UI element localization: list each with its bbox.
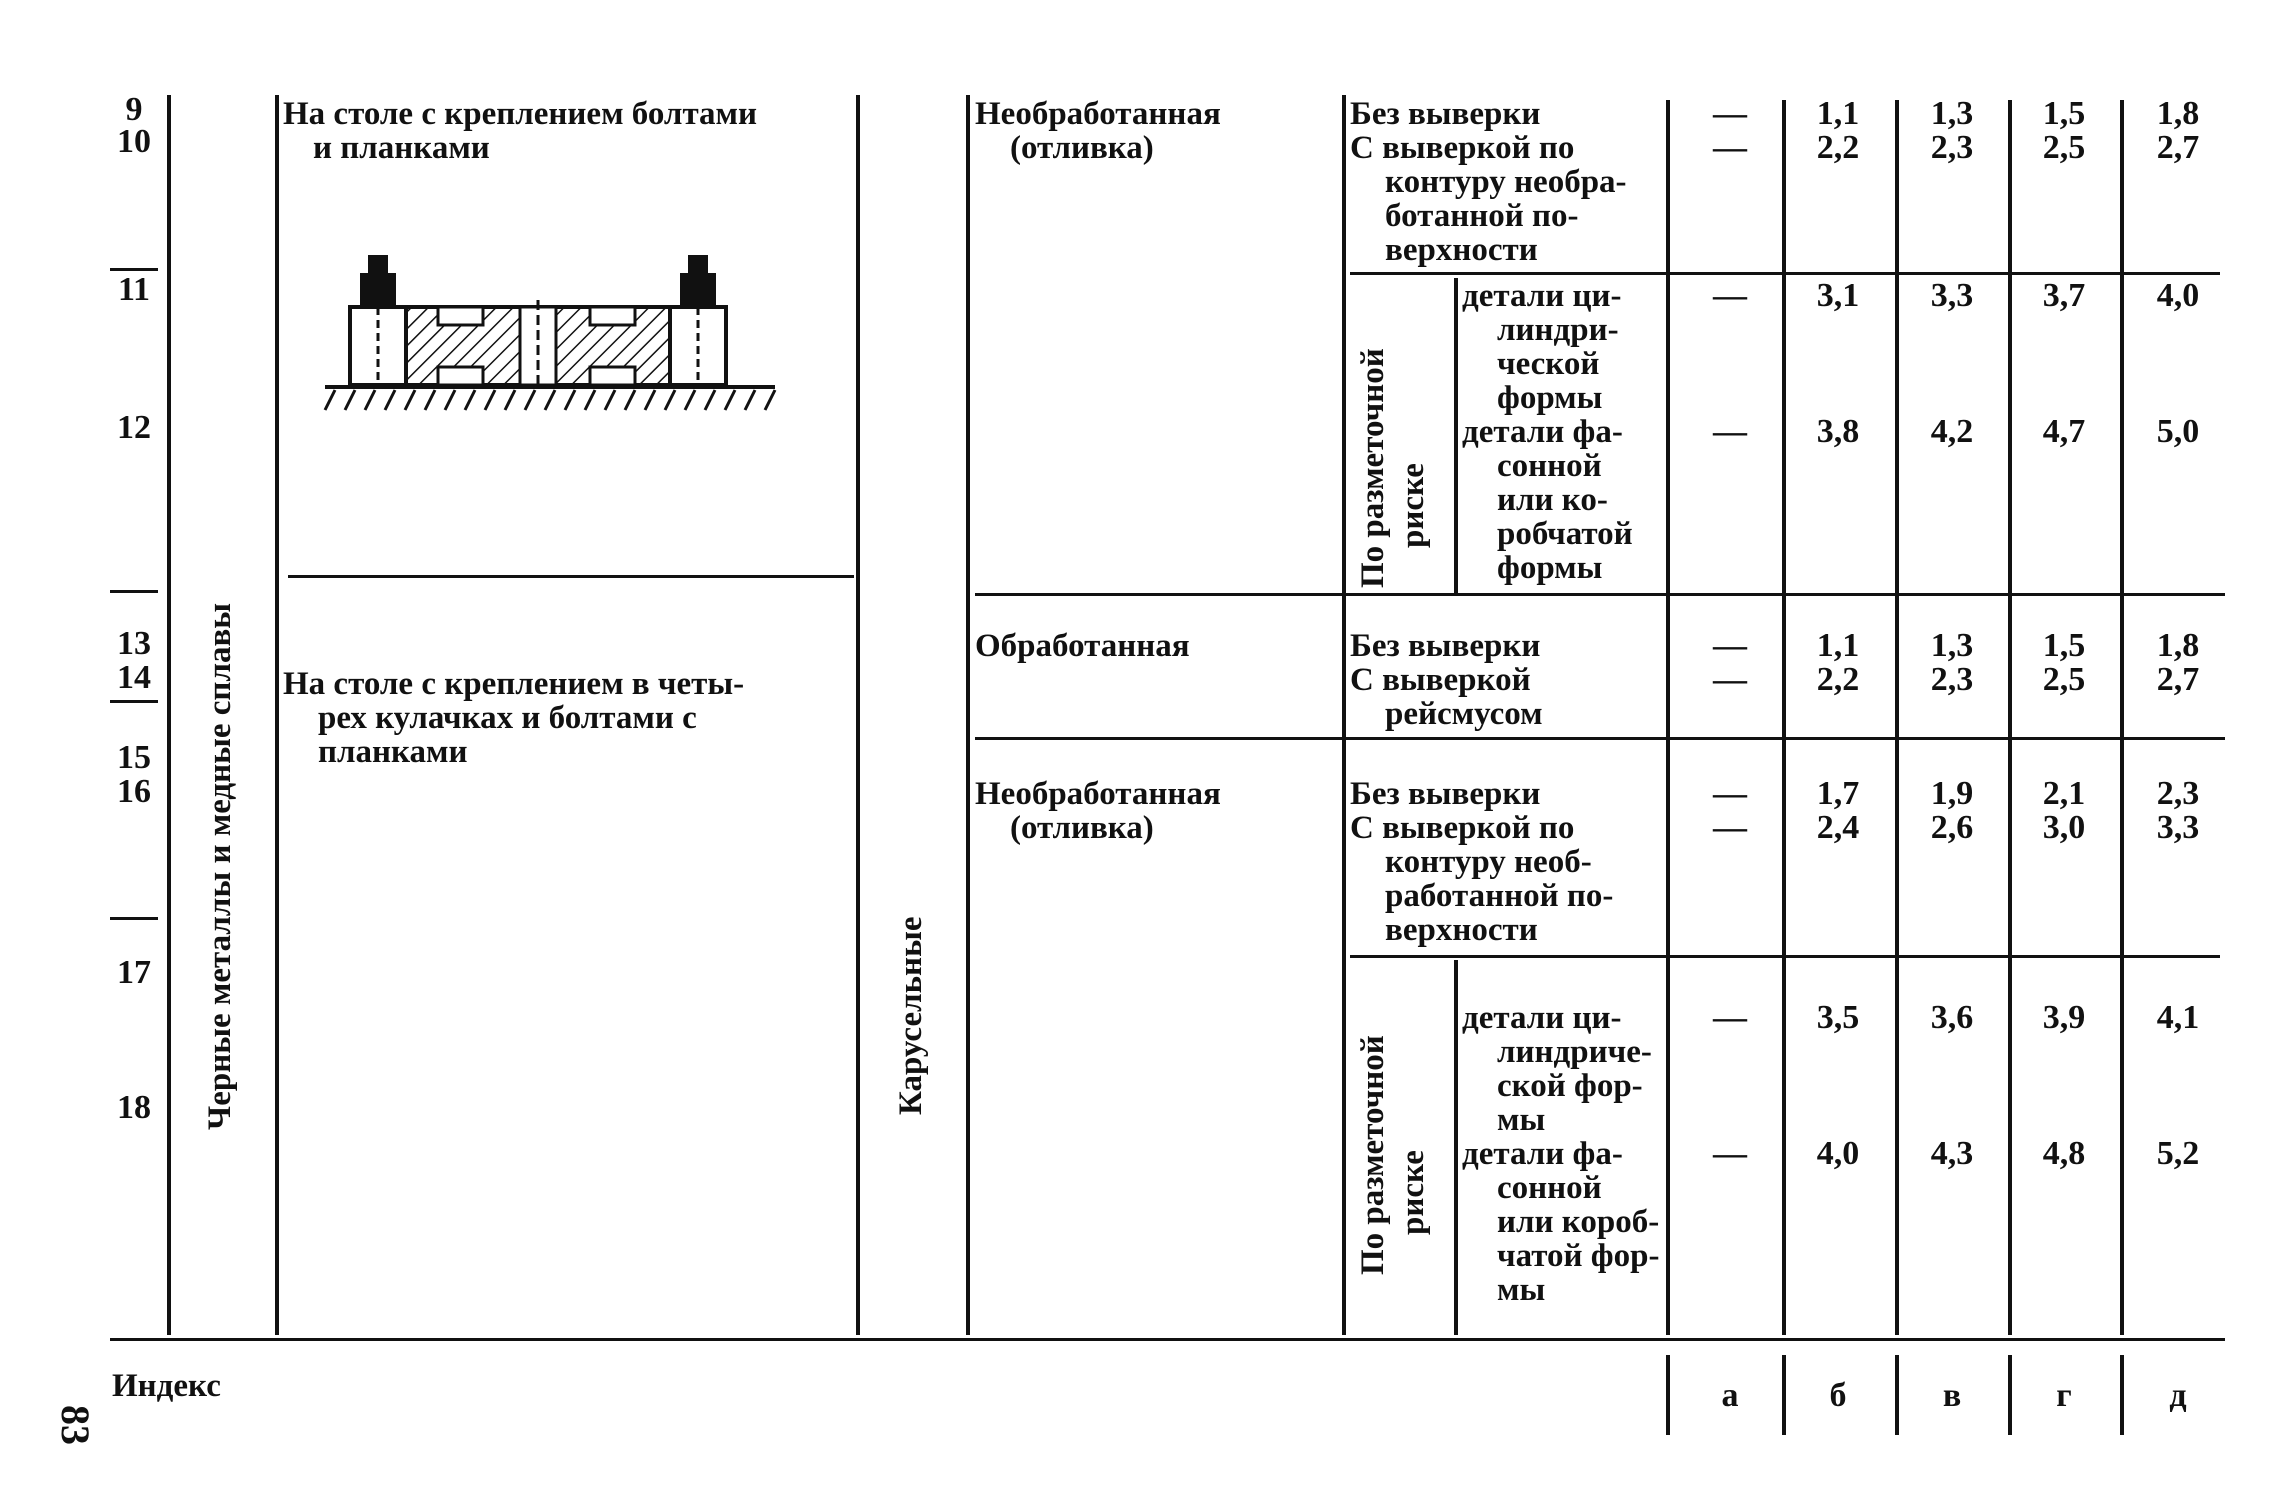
rule xyxy=(1895,1355,1899,1435)
method-align-contour: контуру необ- xyxy=(1385,844,1592,880)
rule xyxy=(975,593,2225,596)
value-cell: 4,0 xyxy=(1816,1135,1860,1172)
value-cell: 1,5 xyxy=(2042,627,2086,664)
value-cell: 3,3 xyxy=(1930,277,1974,314)
marking-label-2b: риске xyxy=(1395,1150,1431,1235)
fixing-cams-line2: рех кулачках и болтами с xyxy=(318,700,697,736)
cyl-detail-1: линдри- xyxy=(1497,312,1619,348)
value-cell: — xyxy=(1713,999,1747,1036)
value-cell: 2,3 xyxy=(1930,661,1974,698)
value-cell: 4,3 xyxy=(1930,1135,1974,1172)
cyl-detail-2: детали ци- xyxy=(1462,1000,1622,1036)
value-cell: 3,3 xyxy=(2156,809,2200,846)
value-cell: — xyxy=(1713,413,1747,450)
value-cell: 4,7 xyxy=(2042,413,2086,450)
shaped-detail-1: робчатой xyxy=(1497,516,1633,552)
cyl-detail-2: мы xyxy=(1497,1102,1546,1138)
value-cell: 1,1 xyxy=(1816,95,1860,132)
rule xyxy=(975,737,2225,740)
method-align-contour: верхности xyxy=(1385,232,1538,268)
value-cell: 3,6 xyxy=(1930,999,1974,1036)
rule xyxy=(2120,1355,2124,1435)
value-cell: 3,1 xyxy=(1816,277,1860,314)
value-cell: 1,1 xyxy=(1816,627,1860,664)
page-number: 83 xyxy=(53,1405,98,1445)
fixture-drawing xyxy=(320,245,780,420)
value-cell: — xyxy=(1713,95,1747,132)
rule xyxy=(110,700,158,703)
value-cell: 3,0 xyxy=(2042,809,2086,846)
value-cell: 1,7 xyxy=(1816,775,1860,812)
rule xyxy=(1454,278,1458,593)
row-number: 15 xyxy=(117,739,151,776)
value-cell: — xyxy=(1713,627,1747,664)
row-number: 14 xyxy=(117,659,151,696)
rule xyxy=(856,95,860,1335)
shaped-detail-2: мы xyxy=(1497,1272,1546,1308)
shaped-detail-2: сонной xyxy=(1497,1170,1602,1206)
rule xyxy=(1782,1355,1786,1435)
value-cell: 1,3 xyxy=(1930,627,1974,664)
method-align-gauge: С выверкой xyxy=(1350,662,1531,698)
method-no-align: Без выверки xyxy=(1350,776,1541,812)
index-letter: а xyxy=(1721,1377,1739,1414)
shaped-detail-2: детали фа- xyxy=(1462,1136,1623,1172)
row-number: 16 xyxy=(117,773,151,810)
value-cell: 2,5 xyxy=(2042,129,2086,166)
row-number: 10 xyxy=(117,123,151,160)
surface-raw2-line1: Необработанная xyxy=(975,776,1221,812)
value-cell: 3,8 xyxy=(1816,413,1860,450)
material-label: Черные металлы и медные сплавы xyxy=(202,602,238,1130)
cyl-detail-2: линдриче- xyxy=(1497,1034,1652,1070)
value-cell: 4,8 xyxy=(2042,1135,2086,1172)
rule xyxy=(2008,1355,2012,1435)
method-align-contour: С выверкой по xyxy=(1350,810,1575,846)
value-cell: — xyxy=(1713,277,1747,314)
index-letter: б xyxy=(1829,1377,1847,1414)
shaped-detail-1: детали фа- xyxy=(1462,414,1623,450)
fixing-cams-line3: планками xyxy=(318,734,468,770)
method-no-align: Без выверки xyxy=(1350,628,1541,664)
surface-raw1-line2: (отливка) xyxy=(1010,130,1154,166)
rule xyxy=(1342,95,1346,1335)
marking-label-2: По разметочной xyxy=(1355,1035,1391,1275)
value-cell: 3,9 xyxy=(2042,999,2086,1036)
value-cell: 3,5 xyxy=(1816,999,1860,1036)
rule xyxy=(1782,100,1786,1335)
rule xyxy=(288,575,854,578)
value-cell: 3,7 xyxy=(2042,277,2086,314)
surface-processed: Обработанная xyxy=(975,628,1190,664)
index-letter: в xyxy=(1942,1377,1962,1414)
surface-raw1-line1: Необработанная xyxy=(975,96,1221,132)
rule xyxy=(110,917,158,920)
cyl-detail-1: ческой xyxy=(1497,346,1600,382)
value-cell: 4,0 xyxy=(2156,277,2200,314)
rule xyxy=(1350,272,2220,275)
fixing-bolts-line1: На столе с креплением болтами xyxy=(283,96,758,132)
rule xyxy=(2008,100,2012,1335)
value-cell: 2,7 xyxy=(2156,129,2200,166)
value-cell: 2,3 xyxy=(2156,775,2200,812)
row-number: 9 xyxy=(125,91,143,128)
value-cell: 2,4 xyxy=(1816,809,1860,846)
value-cell: 5,2 xyxy=(2156,1135,2200,1172)
value-cell: 2,3 xyxy=(1930,129,1974,166)
method-no-align: Без выверки xyxy=(1350,96,1541,132)
rule xyxy=(167,95,171,1335)
value-cell: 1,5 xyxy=(2042,95,2086,132)
value-cell: 2,2 xyxy=(1816,129,1860,166)
value-cell: 2,2 xyxy=(1816,661,1860,698)
method-align-gauge: рейсмусом xyxy=(1385,696,1543,732)
marking-label-1: По разметочной xyxy=(1355,348,1391,588)
value-cell: 1,8 xyxy=(2156,95,2200,132)
rule xyxy=(275,95,279,1335)
rule xyxy=(1666,100,1670,1335)
value-cell: 2,7 xyxy=(2156,661,2200,698)
value-cell: 4,2 xyxy=(1930,413,1974,450)
shaped-detail-1: или ко- xyxy=(1497,482,1608,518)
value-cell: 1,3 xyxy=(1930,95,1974,132)
row-number: 18 xyxy=(117,1089,151,1126)
value-cell: 5,0 xyxy=(2156,413,2200,450)
cyl-detail-1: формы xyxy=(1497,380,1603,416)
value-cell: 1,9 xyxy=(1930,775,1974,812)
value-cell: — xyxy=(1713,129,1747,166)
shaped-detail-2: или короб- xyxy=(1497,1204,1660,1240)
shaped-detail-1: сонной xyxy=(1497,448,1602,484)
value-cell: 2,1 xyxy=(2042,775,2086,812)
index-letter: г xyxy=(2056,1377,2072,1414)
index-label: Индекс xyxy=(112,1368,221,1404)
value-cell: — xyxy=(1713,809,1747,846)
index-letter: д xyxy=(2169,1377,2187,1414)
rule xyxy=(1895,100,1899,1335)
shaped-detail-2: чатой фор- xyxy=(1497,1238,1660,1274)
cyl-detail-2: ской фор- xyxy=(1497,1068,1643,1104)
rule xyxy=(1350,955,2220,958)
fixing-cams-line1: На столе с креплением в четы- xyxy=(283,666,745,702)
shaped-detail-1: формы xyxy=(1497,550,1603,586)
fixing-bolts-line2: и планками xyxy=(313,130,490,166)
value-cell: 4,1 xyxy=(2156,999,2200,1036)
value-cell: — xyxy=(1713,1135,1747,1172)
marking-label-1b: риске xyxy=(1395,463,1431,548)
row-number: 11 xyxy=(117,271,151,308)
value-cell: 2,6 xyxy=(1930,809,1974,846)
rule xyxy=(110,590,158,593)
value-cell: 2,5 xyxy=(2042,661,2086,698)
value-cell: — xyxy=(1713,775,1747,812)
rule xyxy=(1666,1355,1670,1435)
method-align-contour: верхности xyxy=(1385,912,1538,948)
rule xyxy=(110,1338,2225,1341)
value-cell: 1,8 xyxy=(2156,627,2200,664)
surface-raw2-line2: (отливка) xyxy=(1010,810,1154,846)
rule xyxy=(1454,960,1458,1335)
method-align-contour: С выверкой по xyxy=(1350,130,1575,166)
machine-label: Карусельные xyxy=(893,916,929,1115)
method-align-contour: работанной по- xyxy=(1385,878,1614,914)
cyl-detail-1: детали ци- xyxy=(1462,278,1622,314)
row-number: 13 xyxy=(117,625,151,662)
rule xyxy=(2120,100,2124,1335)
rule xyxy=(966,95,970,1335)
method-align-contour: контуру необра- xyxy=(1385,164,1627,200)
method-align-contour: ботанной по- xyxy=(1385,198,1579,234)
row-number: 17 xyxy=(117,954,151,991)
value-cell: — xyxy=(1713,661,1747,698)
row-number: 12 xyxy=(117,409,151,446)
